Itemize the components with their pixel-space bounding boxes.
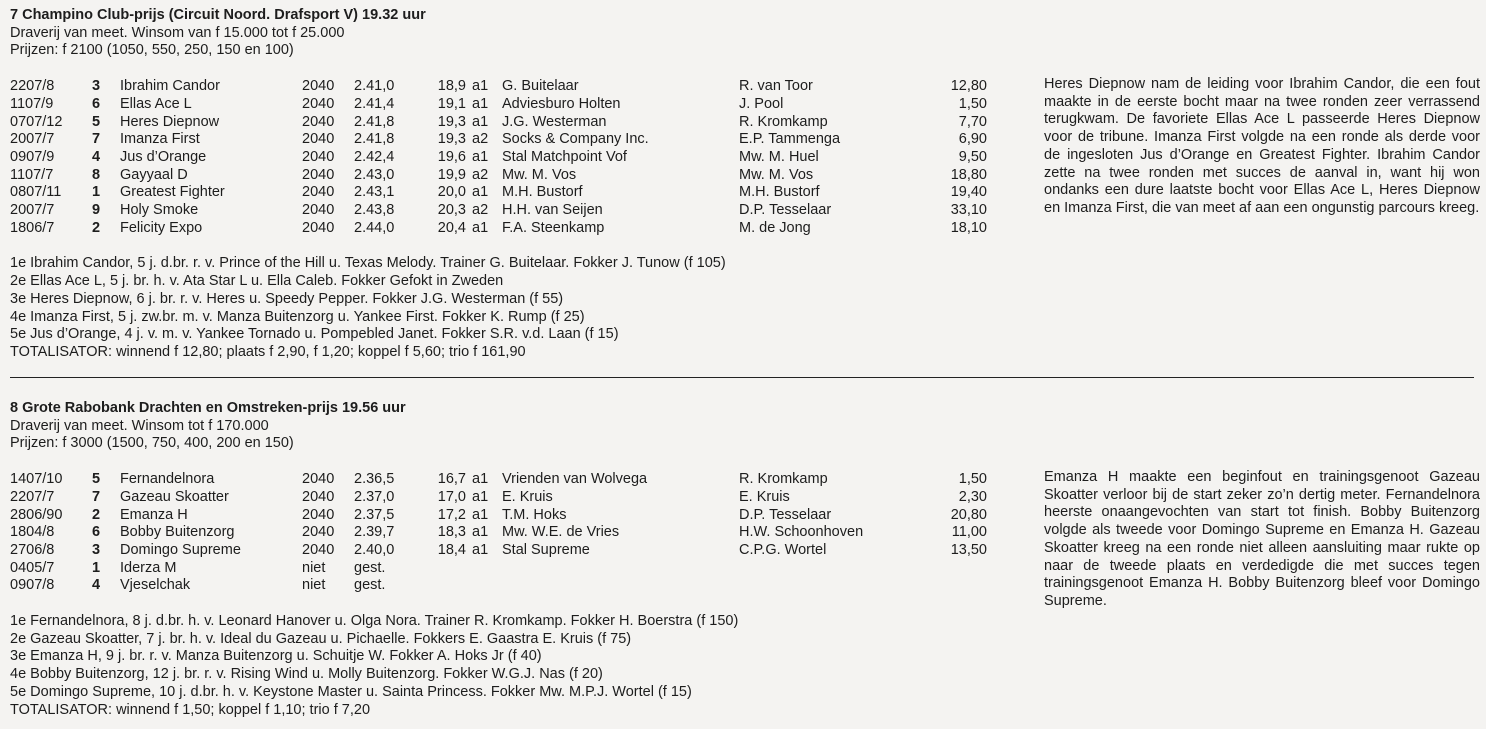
section-divider [10,377,1474,378]
start-number: 1 [92,559,101,576]
start-number: 7 [92,488,101,505]
km-time: 18,9 [437,78,466,95]
race-subtitle: Draverij van meet. Winsom van f 15.000 tot f 25.000 [10,24,345,41]
odds [909,560,987,578]
race-time: gest. [354,559,386,576]
owner-name: H.H. van Seijen [502,202,603,219]
result-date: 1107/9 [10,95,54,112]
owner-name [502,560,739,578]
pedigree-line: 1e Ibrahim Candor, 5 j. d.br. r. v. Prince of the Hill u. Texas Melody. Trainer G. Buitelaar. Fokker J. Tunow (f 105) [10,255,726,272]
odds: 9,50 [958,148,987,165]
table-row [10,131,987,149]
horse-name: Bobby Buitenzorg [120,524,235,541]
pedigree-line: 3e Heres Diepnow, 6 j. br. r. v. Heres u. Speedy Pepper. Fokker J.G. Westerman (f 55) [10,290,564,307]
odds: 7,70 [958,113,987,130]
pedigree-line: 3e Emanza H, 9 j. br. r. v. Manza Buitenzorg u. Schuitje W. Fokker A. Hoks Jr (f 40) [10,648,542,665]
class: a2 [472,131,489,148]
odds: 18,10 [950,219,987,236]
owner-name: Socks & Company Inc. [502,131,649,148]
distance: 2040 [302,541,335,558]
owner-name: Adviesburo Holten [502,95,621,112]
driver-name: M.H. Bustorf [739,184,820,201]
horse-name: Imanza First [120,131,200,148]
pedigree-line: 2e Gazeau Skoatter, 7 j. br. h. v. Ideal du Gazeau u. Pichaelle. Fokkers E. Gaastra E. Kruis (f 75) [10,630,632,647]
distance: 2040 [302,184,335,201]
driver-name: R. van Toor [739,78,813,95]
class: a1 [472,524,489,541]
driver-name: J. Pool [739,95,784,112]
start-number: 9 [92,202,101,219]
results-table [10,471,987,595]
driver-name: Mw. M. Huel [739,148,819,165]
owner-name: Stal Matchpoint Vof [502,148,627,165]
result-date: 2007/7 [10,131,55,148]
km-time: 17,2 [437,506,466,523]
odds: 19,40 [950,184,987,201]
result-date: 0907/9 [10,148,55,165]
km-time: 19,1 [437,95,466,112]
owner-name: G. Buitelaar [502,78,579,95]
race-8-section [10,400,1480,719]
start-number: 1 [92,184,101,201]
start-number: 7 [92,131,101,148]
km-time [424,560,472,578]
distance: 2040 [302,506,335,523]
start-number: 8 [92,166,101,183]
odds: 33,10 [950,202,987,219]
km-time: 20,4 [437,219,466,236]
distance: 2040 [302,202,335,219]
odds [909,577,987,595]
race-prizes: Prijzen: f 3000 (1500, 750, 400, 200 en 150) [10,435,294,452]
table-row [10,114,987,132]
odds: 13,50 [950,541,987,558]
horse-name: Jus d’Orange [120,148,207,165]
result-date: 2706/8 [10,541,55,558]
race-subtitle: Draverij van meet. Winsom tot f 170.000 [10,417,269,434]
km-time: 18,4 [437,541,466,558]
driver-name: Mw. M. Vos [739,166,814,183]
class: a1 [472,148,489,165]
table-row [10,78,987,96]
class: a1 [472,184,489,201]
driver-name: C.P.G. Wortel [739,541,827,558]
horse-name: Vjeselchak [120,577,191,594]
start-number: 2 [92,506,101,523]
pedigree-line: 2e Ellas Ace L, 5 j. br. h. v. Ata Star L u. Ella Caleb. Fokker Gefokt in Zweden [10,273,504,290]
race-time: 2.40,0 [354,541,395,558]
class: a1 [472,488,489,505]
km-time: 19,9 [437,166,466,183]
race-time: 2.41,8 [354,113,395,130]
km-time: 20,0 [437,184,466,201]
driver-name: E.P. Tammenga [739,131,841,148]
start-number: 3 [92,541,101,558]
start-number: 5 [92,113,101,130]
horse-name: Ellas Ace L [120,95,192,112]
class: a1 [472,541,489,558]
result-date: 2806/90 [10,506,63,523]
horse-name: Heres Diepnow [120,113,220,130]
km-time: 20,3 [437,202,466,219]
pedigree-line: 5e Domingo Supreme, 10 j. d.br. h. v. Keystone Master u. Sainta Princess. Fokker Mw. M.P.J. Wortel (f 15) [10,683,692,700]
race-report: Emanza H maakte een beginfout en trainingsgenoot Gazeau Skoatter verloor bij de start zeker zo’n dertig meter. Fernandelnora heerste onaangevochten van start tot finish. Bobby Buitenzorg volgde als tweede voor Domingo Supreme en Emanza H. Gazeau Skoatter kreeg na een ronde niet alleen aansluiting maar rukte op naar de tweede plaats en verdedigde die met succes tegen trainingsgenoot Emanza H. Bobby Buitenzorg bleef voor Domingo Supreme. [1044,469,1480,609]
table-row [10,524,987,542]
race-time: 2.36,5 [354,471,395,488]
class: a1 [472,78,489,95]
distance: 2040 [302,113,335,130]
class: a1 [472,471,489,488]
table-row [10,489,987,507]
race-time: 2.43,8 [354,202,395,219]
km-time: 16,7 [437,471,466,488]
race-title: 8 Grote Rabobank Drachten en Omstreken-prijs 19.56 uur [10,400,406,416]
owner-name: F.A. Steenkamp [502,219,605,236]
race-time: 2.39,7 [354,524,395,541]
start-number: 4 [92,148,101,165]
driver-name: R. Kromkamp [739,471,828,488]
class: a2 [472,166,489,183]
start-number: 6 [92,95,101,112]
pedigree-list [10,255,1476,361]
pedigree-line: TOTALISATOR: winnend f 12,80; plaats f 2,90, f 1,20; koppel f 5,60; trio f 161,90 [10,343,526,360]
table-row [10,149,987,167]
distance: 2040 [302,148,335,165]
driver-name: R. Kromkamp [739,113,828,130]
race-time: 2.44,0 [354,219,395,236]
owner-name: Stal Supreme [502,541,590,558]
table-row [10,542,987,560]
race-time: gest. [354,577,386,594]
results-table [10,78,987,237]
race-prizes: Prijzen: f 2100 (1050, 550, 250, 150 en 100) [10,42,294,59]
table-row [10,220,987,238]
horse-name: Gayyaal D [120,166,188,183]
result-date: 0707/12 [10,113,63,130]
km-time: 19,3 [437,113,466,130]
race-time: 2.41,4 [354,95,395,112]
driver-name: D.P. Tesselaar [739,202,832,219]
odds: 20,80 [950,506,987,523]
table-row [10,507,987,525]
pedigree-line: TOTALISATOR: winnend f 1,50; koppel f 1,10; trio f 7,20 [10,701,371,718]
pedigree-list [10,613,1476,719]
driver-name [739,577,909,595]
owner-name: Mw. W.E. de Vries [502,524,620,541]
horse-name: Ibrahim Candor [120,78,220,95]
driver-name: M. de Jong [739,219,811,236]
horse-name: Holy Smoke [120,202,199,219]
result-date: 1804/8 [10,524,55,541]
start-number: 4 [92,577,101,594]
result-date: 0907/8 [10,577,55,594]
horse-name: Greatest Fighter [120,184,225,201]
result-date: 1806/7 [10,219,55,236]
race-time: 2.42,4 [354,148,395,165]
race-7-section [10,7,1480,362]
odds: 6,90 [958,131,987,148]
horse-name: Felicity Expo [120,219,203,236]
distance: niet [302,559,326,576]
class: a1 [472,95,489,112]
driver-name [739,560,909,578]
horse-name: Emanza H [120,506,188,523]
odds: 1,50 [958,95,987,112]
table-row [10,202,987,220]
pedigree-line: 4e Bobby Buitenzorg, 12 j. br. r. v. Rising Wind u. Molly Buitenzorg. Fokker W.G.J. Nas (f 20) [10,666,603,683]
class: a1 [472,113,489,130]
owner-name: J.G. Westerman [502,113,607,130]
start-number: 5 [92,471,101,488]
odds: 18,80 [950,166,987,183]
race-title: 7 Champino Club-prijs (Circuit Noord. Drafsport V) 19.32 uur [10,7,426,23]
horse-name: Domingo Supreme [120,541,241,558]
start-number: 2 [92,219,101,236]
odds: 2,30 [958,488,987,505]
distance: 2040 [302,131,335,148]
distance: 2040 [302,166,335,183]
race-report: Heres Diepnow nam de leiding voor Ibrahim Candor, die een fout maakte in de eerste bocht maar na twee ronden zeer verrassend terugkwam. De favoriete Ellas Ace L passeerde Heres Diepnow voor de tribune. Imanza First volgde na een ronde als derde voor de ingesloten Jus d’Orange en Greatest Fighter. Ibrahim Candor zette na twee ronden met succes de aanval in, want hij won ondanks een dure laatste bocht voor Ellas Ace L, Heres Diepnow en Imanza First, die van meet af aan een ongunstig parcours kreeg. [1044,76,1480,216]
race-time: 2.41,0 [354,78,395,95]
distance: 2040 [302,524,335,541]
driver-name: E. Kruis [739,488,790,505]
race-time: 2.43,0 [354,166,395,183]
horse-name: Gazeau Skoatter [120,488,229,505]
km-time: 19,3 [437,131,466,148]
pedigree-line: 5e Jus d’Orange, 4 j. v. m. v. Yankee Tornado u. Pompebled Janet. Fokker S.R. v.d. Laan (f 15) [10,326,619,343]
result-date: 2207/8 [10,78,55,95]
start-number: 6 [92,524,101,541]
driver-name: D.P. Tesselaar [739,506,832,523]
result-date: 0807/11 [10,184,62,201]
odds: 1,50 [958,471,987,488]
distance: 2040 [302,471,335,488]
race-time: 2.37,0 [354,488,395,505]
class: a2 [472,202,489,219]
horse-name: Fernandelnora [120,471,215,488]
distance: 2040 [302,219,335,236]
odds: 11,00 [951,524,987,541]
km-time: 17,0 [437,488,466,505]
owner-name [502,577,739,595]
horse-name: Iderza M [120,559,177,576]
table-row [10,167,987,185]
race-time: 2.43,1 [354,184,395,201]
driver-name: H.W. Schoonhoven [739,524,864,541]
class [472,577,502,595]
result-date: 1407/10 [10,471,63,488]
result-date: 0405/7 [10,559,55,576]
distance: 2040 [302,78,335,95]
race-time: 2.37,5 [354,506,395,523]
pedigree-line: 1e Fernandelnora, 8 j. d.br. h. v. Leonard Hanover u. Olga Nora. Trainer R. Kromkamp. Fokker H. Boerstra (f 150) [10,613,739,630]
table-row [10,184,987,202]
class: a1 [472,219,489,236]
owner-name: T.M. Hoks [502,506,567,523]
km-time: 18,3 [437,524,466,541]
owner-name: M.H. Bustorf [502,184,583,201]
table-row [10,96,987,114]
race-time: 2.41,8 [354,131,395,148]
table-row [10,577,987,595]
result-date: 2007/7 [10,202,55,219]
owner-name: Vrienden van Wolvega [502,471,648,488]
class [472,560,502,578]
distance: 2040 [302,95,335,112]
owner-name: E. Kruis [502,488,553,505]
km-time: 19,6 [437,148,466,165]
odds: 12,80 [950,78,987,95]
table-row [10,560,987,578]
distance: 2040 [302,488,335,505]
distance: niet [302,577,326,594]
table-row [10,471,987,489]
result-date: 2207/7 [10,488,55,505]
start-number: 3 [92,78,101,95]
class: a1 [472,506,489,523]
km-time [424,577,472,595]
pedigree-line: 4e Imanza First, 5 j. zw.br. m. v. Manza Buitenzorg u. Yankee First. Fokker K. Rump (f 25) [10,308,585,325]
result-date: 1107/7 [10,166,54,183]
owner-name: Mw. M. Vos [502,166,577,183]
